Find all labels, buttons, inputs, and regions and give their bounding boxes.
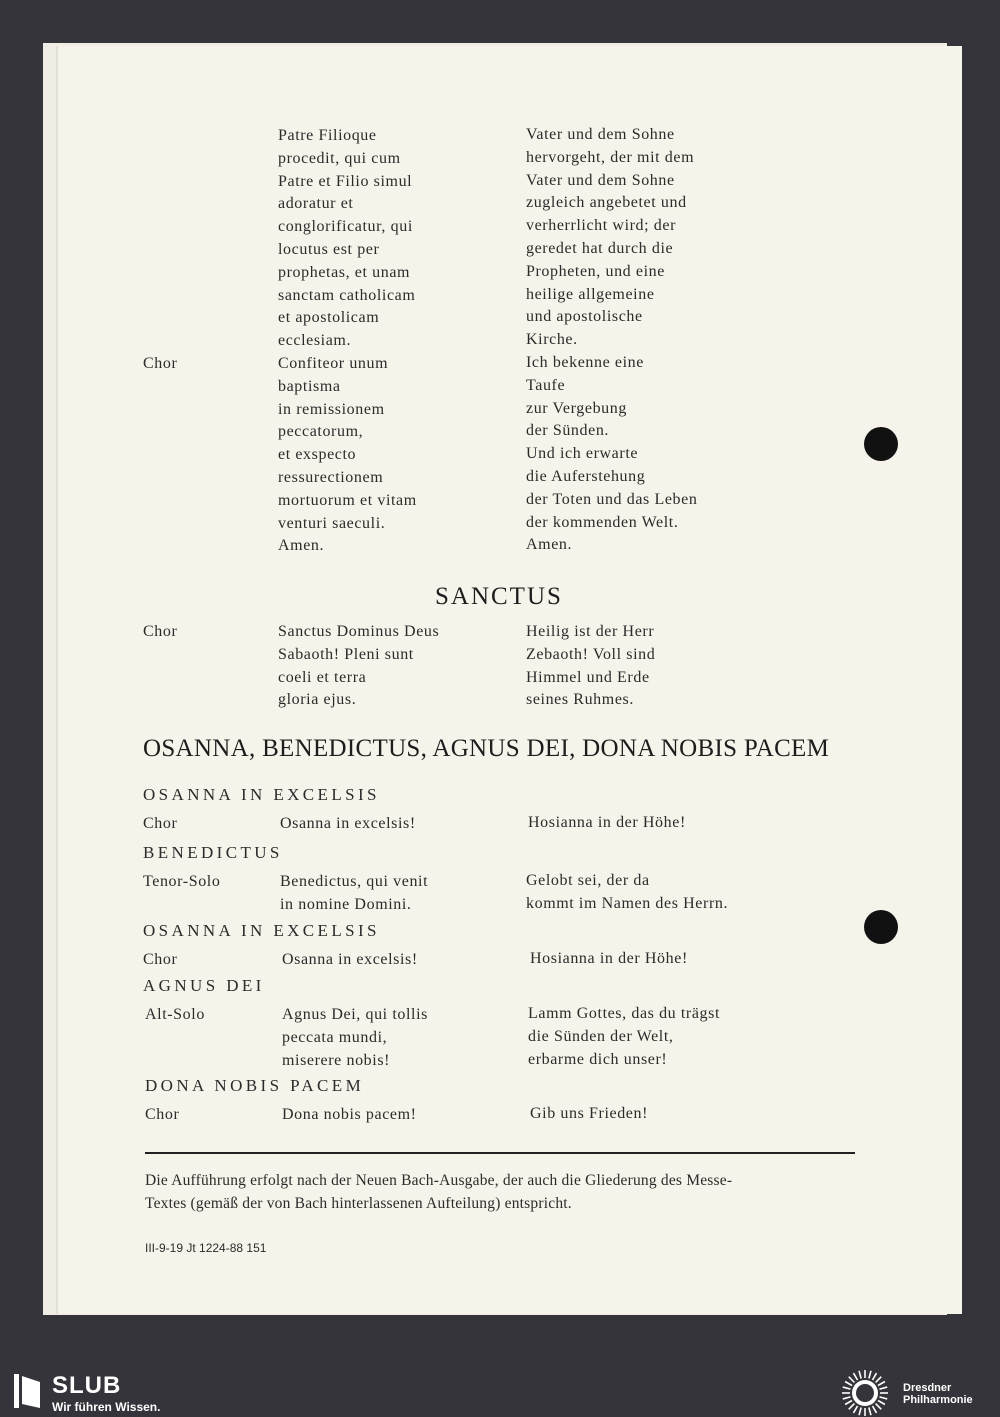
text-line: Gelobt sei, der da [526, 872, 650, 889]
text-line: et apostolicam [278, 309, 380, 327]
logo-ray [878, 1382, 885, 1386]
text-line: zur Vergebung [526, 399, 627, 417]
text-line: Gib uns Frieden! [530, 1105, 649, 1122]
text-line: peccata mundi, [282, 1028, 388, 1046]
footnote [145, 1170, 865, 1215]
latin-text [282, 1004, 428, 1072]
text-line: Patre et Filio simul [278, 172, 413, 190]
voice-label: Chor [145, 1106, 180, 1123]
text-line: geredet hat durch die [526, 239, 674, 257]
text-line: und apostolische [526, 308, 643, 326]
text-line: venturi saeculi. [278, 514, 386, 532]
text-line: Propheten, und eine [526, 262, 665, 280]
text-line: verherrlicht wird; der [526, 217, 677, 235]
text-line: Ich bekenne eine [526, 354, 644, 371]
logo-ray [876, 1377, 882, 1383]
latin-text [280, 813, 416, 836]
text-line: Hosianna in der Höhe! [528, 814, 686, 831]
logo-ray [845, 1382, 852, 1386]
logo-ray [869, 1407, 871, 1415]
text-line: Zebaoth! Voll sind [526, 645, 656, 663]
sanctus-german [526, 621, 655, 712]
philharmonie-logo-text[interactable]: Dresdner Philharmonie [903, 1382, 973, 1406]
footnote-line: Textes (gemäß der von Bach hinterlassenen Aufteilung) entspricht. [145, 1194, 572, 1212]
text-line: et exspecto [278, 446, 357, 464]
text-line: Patre Filioque [278, 127, 377, 144]
logo-ray [849, 1404, 855, 1410]
section-heading: OSANNA, BENEDICTUS, AGNUS DEI, DONA NOBIS PACEM [143, 735, 830, 762]
logo-ray [845, 1401, 852, 1405]
text-line: Himmel und Erde [526, 668, 650, 686]
philharmonie-logo-icon [841, 1369, 889, 1417]
text-line: Heilig ist der Herr [526, 623, 655, 640]
text-line: Agnus Dei, qui tollis [282, 1006, 428, 1023]
logo-ray [843, 1387, 851, 1389]
text-line: ecclesiam. [278, 332, 352, 350]
text-line: Kirche. [526, 331, 578, 349]
logo-ray [873, 1373, 877, 1380]
voice-label: Chor [143, 951, 178, 968]
latin-text [282, 949, 418, 972]
logo-ray [854, 1406, 858, 1413]
text-line: prophetas, et unam [278, 263, 411, 281]
text-line: Amen. [526, 536, 573, 554]
voice-label: Tenor-Solo [143, 873, 221, 890]
text-line: hervorgeht, der mit dem [526, 148, 695, 166]
text-line: in remissionem [278, 400, 385, 418]
slub-tagline: Wir führen Wissen. [52, 1400, 161, 1414]
text-line: die Sünden der Welt, [528, 1027, 674, 1045]
document-page [58, 46, 962, 1314]
subsection-title: DONA NOBIS PACEM [145, 1076, 365, 1095]
text-line: Und ich erwarte [526, 445, 639, 463]
logo-ray [878, 1401, 885, 1405]
text-line: Vater und dem Sohne [526, 126, 675, 143]
voice-label: Alt-Solo [145, 1006, 205, 1023]
footnote-line: Die Aufführung erfolgt nach der Neuen Bach-Ausgabe, der auch die Gliederung des Messe- [145, 1172, 733, 1189]
text-line: der Sünden. [526, 422, 610, 440]
text-line: procedit, qui cum [278, 149, 401, 167]
credo-german-1 [526, 124, 694, 352]
credo-german-2 [526, 352, 697, 557]
text-line: ressurectionem [278, 468, 384, 486]
sanctus-latin [278, 621, 439, 712]
german-text [530, 1103, 648, 1126]
text-line: Benedictus, qui venit [280, 873, 429, 890]
footer-bar [0, 1366, 1000, 1417]
text-line: die Auferstehung [526, 467, 646, 485]
logo-ray [859, 1371, 861, 1379]
text-line: der Toten und das Leben [526, 490, 698, 508]
logo-ray [854, 1373, 858, 1380]
german-text [528, 812, 686, 835]
text-line: peccatorum, [278, 423, 364, 441]
text-line: gloria ejus. [278, 691, 357, 709]
punch-hole [864, 427, 898, 461]
logo-ray [879, 1397, 887, 1399]
text-line: adoratur et [278, 195, 354, 213]
subsection-title: OSANNA IN EXCELSIS [143, 921, 380, 940]
text-line: Dona nobis pacem! [282, 1106, 417, 1123]
text-line: Amen. [278, 537, 325, 555]
text-line: kommt im Namen des Herrn. [526, 894, 729, 912]
text-line: Sanctus Dominus Deus [278, 623, 440, 640]
text-line: sanctam catholicam [278, 286, 416, 304]
voice-label: Chor [143, 355, 178, 372]
text-line: erbarme dich unser! [528, 1050, 668, 1068]
latin-text [280, 871, 428, 917]
text-line: conglorificatur, qui [278, 218, 413, 236]
text-line: Hosianna in der Höhe! [530, 950, 688, 967]
text-line: Sabaoth! Pleni sunt [278, 645, 414, 663]
voice-label: Chor [143, 815, 178, 832]
logo-ray [843, 1397, 851, 1399]
sanctus-heading: SANCTUS [435, 583, 563, 610]
logo-ray [876, 1404, 882, 1410]
text-line: Lamm Gottes, das du trägst [528, 1005, 721, 1022]
text-line: Vater und dem Sohne [526, 171, 675, 189]
divider-rule [145, 1152, 855, 1154]
text-line: Osanna in excelsis! [280, 815, 416, 832]
german-text [528, 1003, 720, 1071]
logo-ray [879, 1387, 887, 1389]
text-line: locutus est per [278, 240, 380, 258]
text-line: coeli et terra [278, 668, 367, 686]
subsection-title: AGNUS DEI [143, 976, 265, 995]
text-line: baptisma [278, 377, 341, 395]
subsection-title: OSANNA IN EXCELSIS [143, 785, 380, 804]
text-line: mortuorum et vitam [278, 491, 417, 509]
text-line: seines Ruhmes. [526, 691, 634, 709]
text-line: zugleich angebetet und [526, 194, 687, 212]
text-line: in nomine Domini. [280, 895, 412, 913]
text-line: Confiteor unum [278, 355, 389, 372]
subsection-title: BENEDICTUS [143, 843, 283, 862]
punch-hole [864, 910, 898, 944]
slub-logo-text[interactable]: SLUB [52, 1372, 122, 1399]
logo-ray [849, 1377, 855, 1383]
credo-latin-2 [278, 353, 417, 558]
text-line: miserere nobis! [282, 1051, 391, 1069]
credo-latin-1 [278, 125, 415, 353]
text-line: heilige allgemeine [526, 285, 655, 303]
logo-ray [873, 1406, 877, 1413]
slub-logo-icon [14, 1374, 42, 1408]
german-text [530, 948, 688, 971]
voice-label: Chor [143, 623, 178, 640]
german-text [526, 870, 728, 916]
text-line: Taufe [526, 376, 566, 394]
text-line: Osanna in excelsis! [282, 951, 418, 968]
text-line: der kommenden Welt. [526, 513, 679, 531]
logo-ray [859, 1407, 861, 1415]
logo-ray [869, 1371, 871, 1379]
print-code: III-9-19 Jt 1224-88 151 [145, 1241, 267, 1255]
latin-text [282, 1104, 417, 1127]
